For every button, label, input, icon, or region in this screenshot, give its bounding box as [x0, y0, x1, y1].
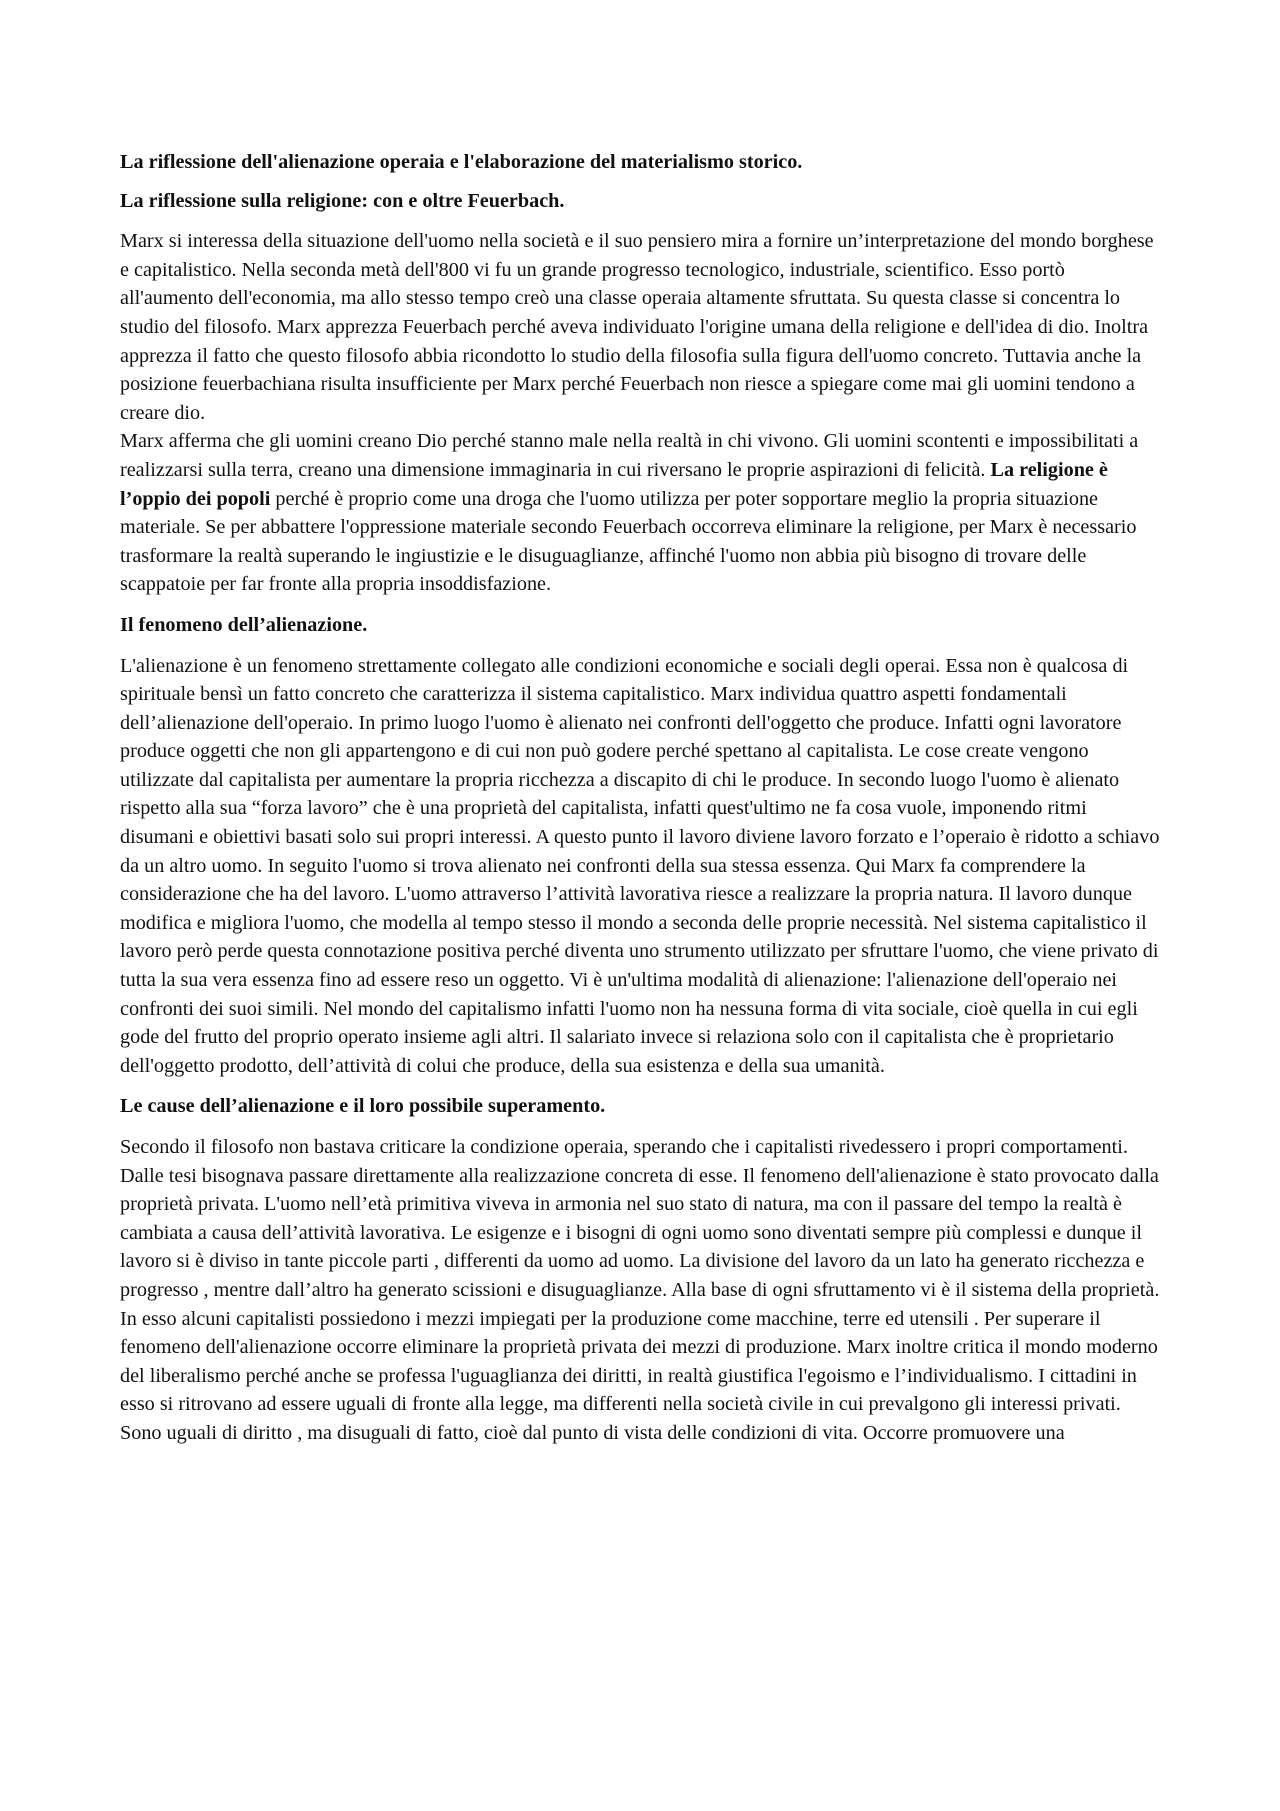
- paragraph-text-after: perché è proprio come una droga che l'uomo utilizza per poter sopportare meglio la propria situazione materiale. Se per abbattere l'oppressione materiale secondo Feuerbach occorreva eliminare la religione, per Marx è necessario trasformare la realtà superando le ingiustizie e le disuguaglianze, affinché l'uomo non abbia più bisogno di trovare delle scappatoie per far fronte alla propria insoddisfazione.: [120, 487, 1137, 596]
- paragraph-cause: [120, 1133, 1162, 1448]
- paragraph-religione: [120, 227, 1162, 427]
- paragraph-text: Marx si interessa della situazione dell'uomo nella società e il suo pensiero mira a fornire un’interpretazione del mondo borghese e capitalistico. Nella seconda metà dell'800 vi fu un grande progresso tecnologico, industriale, scientifico. Esso portò all'aumento dell'economia, ma allo stesso tempo creò una classe operaia altamente sfruttata. Su questa classe si concentra lo studio del filosofo. Marx apprezza Feuerbach perché aveva individuato l'origine umana della religione e dell'idea di dio. Inoltra apprezza il fatto che questo filosofo abbia ricondotto lo studio della filosofia sulla figura dell'uomo concreto. Tuttavia anche la posizione feuerbachiana risulta insufficiente per Marx perché Feuerbach non riesce a spiegare come mai gli uomini tendono a creare dio.: [120, 230, 1154, 424]
- paragraph-alienazione: [120, 652, 1162, 1081]
- document-body: [120, 148, 1162, 1460]
- paragraph-oppio: [120, 427, 1162, 599]
- section-heading-cause: Le cause dell’alienazione e il loro possibile superamento.: [120, 1095, 606, 1118]
- section-heading-religione: La riflessione sulla religione: con e oltre Feuerbach.: [120, 189, 565, 212]
- paragraph-text-before: Marx afferma che gli uomini creano Dio perché stanno male nella realtà in chi vivono. Gli uomini scontenti e impossibilitati a realizzarsi sulla terra, creano una dimensione immaginaria in cui riversano le proprie aspirazioni di felicità.: [120, 430, 1139, 481]
- bold-quote-oppio: La religione è l’oppio dei popoli: [120, 458, 1108, 510]
- paragraph-text: L'alienazione è un fenomeno strettamente collegato alle condizioni economiche e sociali degli operai. Essa non è qualcosa di spirituale bensì un fatto concreto che caratterizza il sistema capitalistico. Marx individua quattro aspetti fondamentali dell’alienazione dell'operaio. In primo luogo l'uomo è alienato nei confronti dell'oggetto che produce. Infatti ogni lavoratore produce oggetti che non gli appartengono e di cui non può godere perché spettano al capitalista. Le cose create vengono utilizzate dal capitalista per aumentare la propria ricchezza a discapito di chi le produce. In secondo luogo l'uomo è alienato rispetto alla sua “forza lavoro” che è una proprietà del capitalista, infatti quest'ultimo ne fa cosa vuole, imponendo ritmi disumani e obiettivi basati solo sui propri interessi. A questo punto il lavoro diviene lavoro forzato e l’operaio è ridotto a schiavo da un altro uomo. In seguito l'uomo si trova alienato nei confronti della sua stessa essenza. Qui Marx fa comprendere la considerazione che ha del lavoro. L'uomo attraverso l’attività lavorativa riesce a realizzare la propria natura. Il lavoro dunque modifica e migliora l'uomo, che modella al tempo stesso il mondo a seconda delle proprie necessità. Nel sistema capitalistico il lavoro però perde questa connotazione positiva perché diventa uno strumento utilizzato per sfruttare l'uomo, che viene privato di tutta la sua vera essenza fino ad essere reso un oggetto. Vi è un'ultima modalità di alienazione: l'alienazione dell'operaio nei confronti dei suoi simili. Nel mondo del capitalismo infatti l'uomo non ha nessuna forma di vita sociale, cioè quella in cui egli gode del frutto del proprio operato insieme agli altri. Il salariato invece si relaziona solo con il capitalista che è proprietario dell'oggetto prodotto, dell’attività di colui che produce, della sua esistenza e della sua umanità.: [120, 654, 1160, 1077]
- paragraph-text-oppio: [120, 427, 1162, 599]
- document-title: La riflessione dell'alienazione operaia e l'elaborazione del materialismo storico.: [120, 151, 803, 173]
- paragraph-text: Secondo il filosofo non bastava criticare la condizione operaia, sperando che i capitalisti rivedessero i propri comportamenti. Dalle tesi bisognava passare direttamente alla realizzazione concreta di esse. Il fenomeno dell'alienazione è stato provocato dalla proprietà privata. L'uomo nell’età primitiva viveva in armonia nel suo stato di natura, ma con il passare del tempo la realtà è cambiata a causa dell’attività lavorativa. Le esigenze e i bisogni di ogni uomo sono diventati sempre più complessi e dunque il lavoro si è diviso in tante piccole parti , differenti da uomo ad uomo. La divisione del lavoro da un lato ha generato ricchezza e progresso , mentre dall’altro ha generato scissioni e disuguaglianze. Alla base di ogni sfruttamento vi è il sistema della proprietà. In esso alcuni capitalisti possiedono i mezzi impiegati per la produzione come macchine, terre ed utensili . Per superare il fenomeno dell'alienazione occorre eliminare la proprietà privata dei mezzi di produzione. Marx inoltre critica il mondo moderno del liberalismo perché anche se professa l'uguaglianza dei diritti, in realtà giustifica l'egoismo e l’individualismo. I cittadini in esso si ritrovano ad essere uguali di fronte alla legge, ma differenti nella società civile in cui prevalgono gli interessi privati. Sono uguali di diritto , ma disuguali di fatto, cioè dal punto di vista delle condizioni di vita. Occorre promuovere una: [120, 1136, 1160, 1444]
- section-heading-alienazione: Il fenomeno dell’alienazione.: [120, 613, 368, 636]
